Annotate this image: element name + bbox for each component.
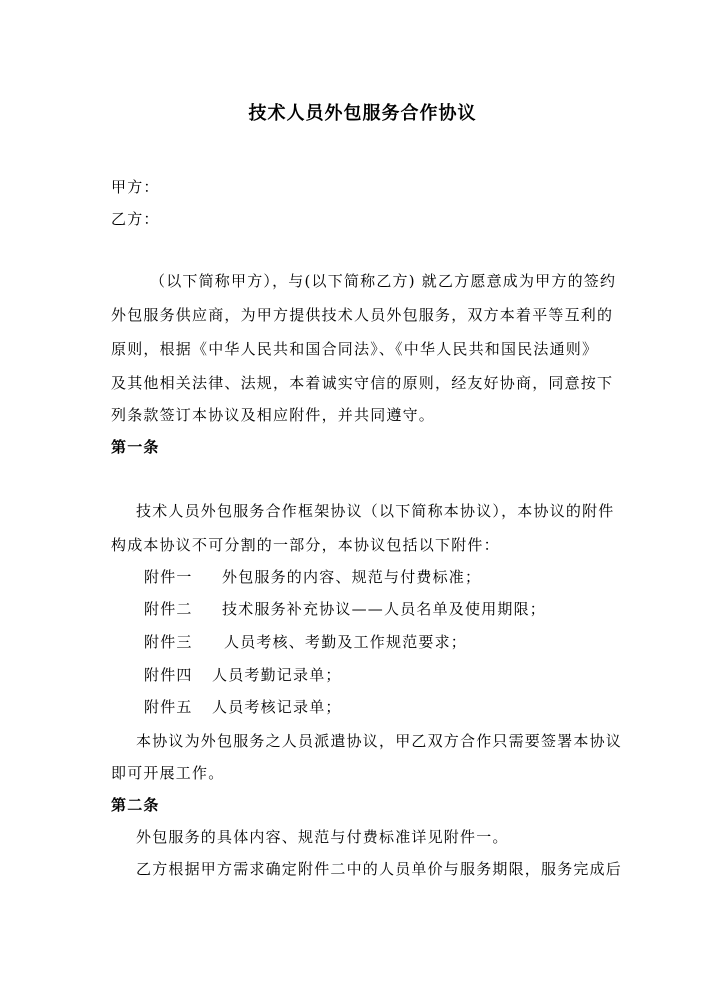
attachment-item bbox=[144, 664, 342, 686]
preamble-line-1: （以下简称甲方），与(以下简称乙方) 就乙方愿意成为甲方的签约 bbox=[150, 272, 617, 290]
article-2-line-2: 乙方根据甲方需求确定附件二中的人员单价与服务期限，服务完成后 bbox=[136, 860, 623, 878]
document-title: 技术人员外包服务合作协议 bbox=[248, 103, 477, 124]
party-a-label: 甲方： bbox=[111, 178, 160, 196]
preamble-line-4: 及其他相关法律、法规，本着诚实守信的原则，经友好协商，同意按下 bbox=[111, 374, 614, 392]
article-1-heading: 第一条 bbox=[111, 438, 160, 456]
attachment-item bbox=[144, 696, 342, 718]
attachment-item bbox=[144, 598, 546, 620]
attachment-text: 外包服务的内容、规范与付费标准； bbox=[222, 568, 482, 586]
attachment-item bbox=[144, 631, 467, 653]
article-2-line-1: 外包服务的具体内容、规范与付费标准详见附件一。 bbox=[136, 828, 509, 846]
attachment-label: 附件三 bbox=[144, 633, 193, 651]
attachment-label: 附件二 bbox=[144, 600, 193, 618]
attachment-label: 附件四 bbox=[144, 666, 193, 684]
attachment-label: 附件五 bbox=[144, 698, 193, 716]
attachment-text: 人员考核、考勤及工作规范要求； bbox=[224, 633, 468, 651]
preamble-line-5: 列条款签订本协议及相应附件，并共同遵守。 bbox=[111, 406, 436, 424]
attachment-text: 人员考核记录单； bbox=[212, 698, 342, 716]
article-2-heading: 第二条 bbox=[111, 796, 160, 814]
preamble-line-2: 外包服务供应商，为甲方提供技术人员外包服务，双方本着平等互利的 bbox=[111, 306, 614, 324]
attachment-text: 人员考勤记录单； bbox=[212, 666, 342, 684]
article-1-intro-line-1: 技术人员外包服务合作框架协议（以下简称本协议），本协议的附件 bbox=[136, 502, 615, 520]
attachment-item bbox=[144, 566, 481, 588]
article-1-intro-line-2: 构成本协议不可分割的一部分，本协议包括以下附件： bbox=[111, 536, 500, 554]
article-1-closing-line-2: 即可开展工作。 bbox=[111, 764, 225, 782]
party-b-label: 乙方： bbox=[111, 210, 160, 228]
attachment-label: 附件一 bbox=[144, 568, 193, 586]
article-1-closing-line-1: 本协议为外包服务之人员派遣协议，甲乙双方合作只需要签署本协议 bbox=[136, 732, 623, 750]
preamble-line-3: 原则，根据《中华人民共和国合同法》、《中华人民共和国民法通则》 bbox=[111, 340, 599, 358]
attachment-text: 技术服务补充协议——人员名单及使用期限； bbox=[222, 600, 547, 618]
